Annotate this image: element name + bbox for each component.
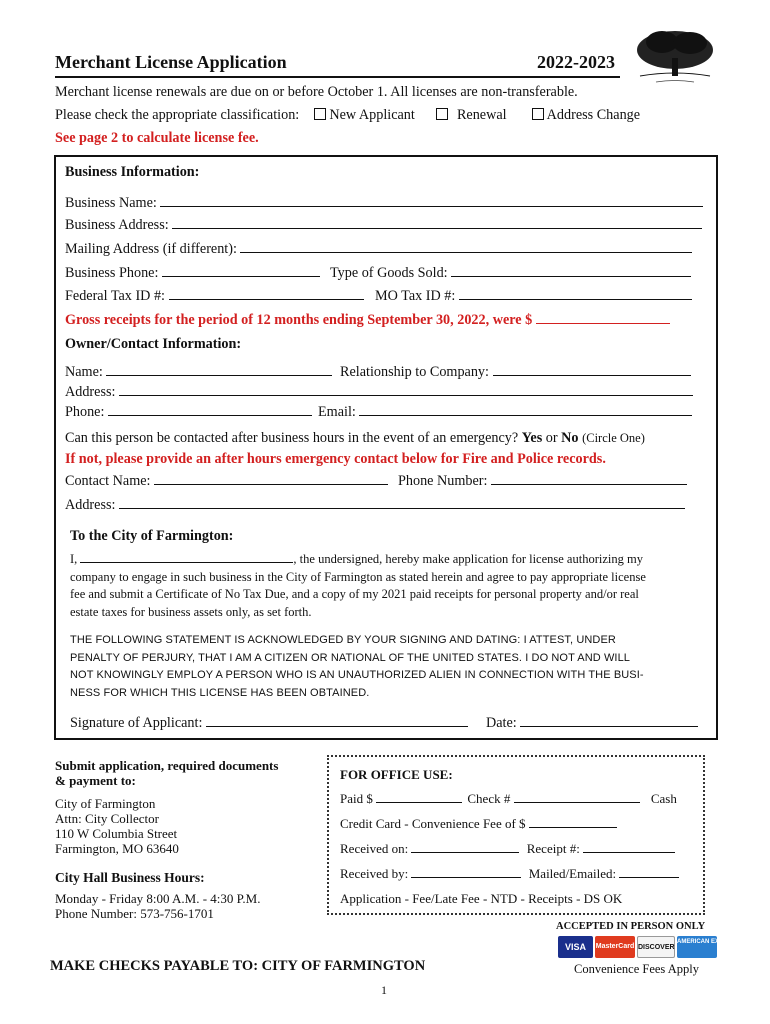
office-checklist: Application - Fee/Late Fee - NTD - Receipts - DS OK (340, 891, 623, 906)
business-name-field[interactable]: Business Name: (65, 195, 703, 212)
emergency-contact-note: If not, please provide an after hours emergency contact below for Fire and Police records. (65, 451, 606, 467)
owner-address-field[interactable]: Address: (65, 384, 693, 401)
business-info-heading: Business Information: (65, 164, 200, 180)
emergency-contact-name-field[interactable]: Contact Name: (65, 473, 388, 490)
date-field[interactable]: Date: (486, 715, 698, 732)
office-received-row: Received on: Receipt #: (340, 841, 675, 857)
mailing-address-field[interactable]: Mailing Address (if different): (65, 241, 692, 258)
emergency-phone-field[interactable]: Phone Number: (398, 473, 687, 490)
amex-card-icon: AMERICAN EXPRESS (677, 936, 717, 958)
mastercard-icon: MasterCard (595, 936, 635, 958)
owner-phone-field[interactable]: Phone: (65, 404, 312, 421)
card-logos (558, 936, 740, 958)
address-change-checkbox[interactable]: Address Change (532, 107, 640, 123)
office-received-by-row: Received by: Mailed/Emailed: (340, 866, 679, 882)
page-number: 1 (381, 983, 387, 997)
office-use-heading: FOR OFFICE USE: (340, 767, 453, 782)
declaration-text: I, , the undersigned, hereby make application for license authorizing my company to engage in such business in the City of Farmington as stated herein and agree to pay appropriate license fee and submit a Certificate of No Tax Due, and a copy of my 2021 paid receipts for personal property and/or real estate taxes for business assets only, as set forth. (70, 552, 646, 619)
license-year: 2022-2023 (537, 52, 615, 72)
mailing-address-block: City of Farmington Attn: City Collector 110 W Columbia Street Farmington, MO 63640 (55, 796, 179, 856)
renewal-note: Merchant license renewals are due on or before October 1. All licenses are non-transferable. (55, 84, 578, 100)
after-hours-question: Can this person be contacted after business hours in the event of an emergency? Yes or No (Circle One) (65, 430, 645, 446)
emergency-address-field[interactable]: Address: (65, 497, 685, 514)
classification-prompt: Please check the appropriate classification: (55, 107, 300, 123)
page-title: Merchant License Application (55, 52, 287, 72)
title-row (55, 52, 620, 78)
business-address-field[interactable]: Business Address: (65, 217, 702, 234)
owner-email-field[interactable]: Email: (318, 404, 692, 421)
fee-note: See page 2 to calculate license fee. (55, 130, 259, 146)
mo-tax-id-field[interactable]: MO Tax ID #: (375, 288, 692, 305)
discover-card-icon: DISCOVER (637, 936, 675, 958)
goods-sold-field[interactable]: Type of Goods Sold: (330, 265, 691, 282)
owner-contact-heading: Owner/Contact Information: (65, 336, 242, 352)
visa-card-icon: VISA (558, 936, 593, 958)
business-hours-block: Monday - Friday 8:00 A.M. - 4:30 P.M. Phone Number: 573-756-1701 (55, 891, 261, 921)
signature-field[interactable]: Signature of Applicant: (70, 715, 468, 732)
office-credit-row: Credit Card - Convenience Fee of $ (340, 816, 617, 832)
submit-heading: Submit application, required documents & payment to: (55, 758, 279, 788)
classification-row (55, 107, 640, 124)
make-checks-payable: MAKE CHECKS PAYABLE TO: CITY OF FARMINGTON (50, 958, 426, 974)
owner-name-field[interactable]: Name: (65, 364, 332, 381)
no-option[interactable]: No (561, 430, 579, 446)
farmington-tree-logo (632, 26, 718, 88)
relationship-field[interactable]: Relationship to Company: (340, 364, 691, 381)
yes-option[interactable]: Yes (521, 430, 543, 446)
renewal-checkbox[interactable]: Renewal (436, 107, 507, 123)
business-hours-heading: City Hall Business Hours: (55, 870, 205, 885)
gross-receipts-field[interactable]: Gross receipts for the period of 12 months ending September 30, 2022, were $ (65, 312, 670, 329)
business-phone-field[interactable]: Business Phone: (65, 265, 320, 282)
new-applicant-checkbox[interactable]: New Applicant (314, 107, 415, 123)
office-paid-row: Paid $ Check # Cash (340, 791, 677, 806)
convenience-fees-note: Convenience Fees Apply (574, 962, 699, 976)
applicant-name-field[interactable]: I, , the undersigned, hereby make application for license authorizing my (70, 552, 643, 566)
federal-tax-id-field[interactable]: Federal Tax ID #: (65, 288, 364, 305)
perjury-statement: THE FOLLOWING STATEMENT IS ACKNOWLEDGED BY YOUR SIGNING AND DATING: I ATTEST, UNDER PENALTY OF PERJURY, THAT I AM A CITIZEN OR NATIONAL OF THE UNITED STATES. I DO NOT AND WILL NOT KNOWINGLY EMPLOY A PERSON WHO IS AN UNAUTHORIZED ALIEN IN CONNECTION WITH THE BUSI- NESS FOR WHICH THIS LICENSE HAS BEEN OBTAINED. (70, 634, 644, 699)
accepted-in-person-note: ACCEPTED IN PERSON ONLY (556, 921, 706, 932)
declaration-heading: To the City of Farmington: (70, 528, 234, 544)
